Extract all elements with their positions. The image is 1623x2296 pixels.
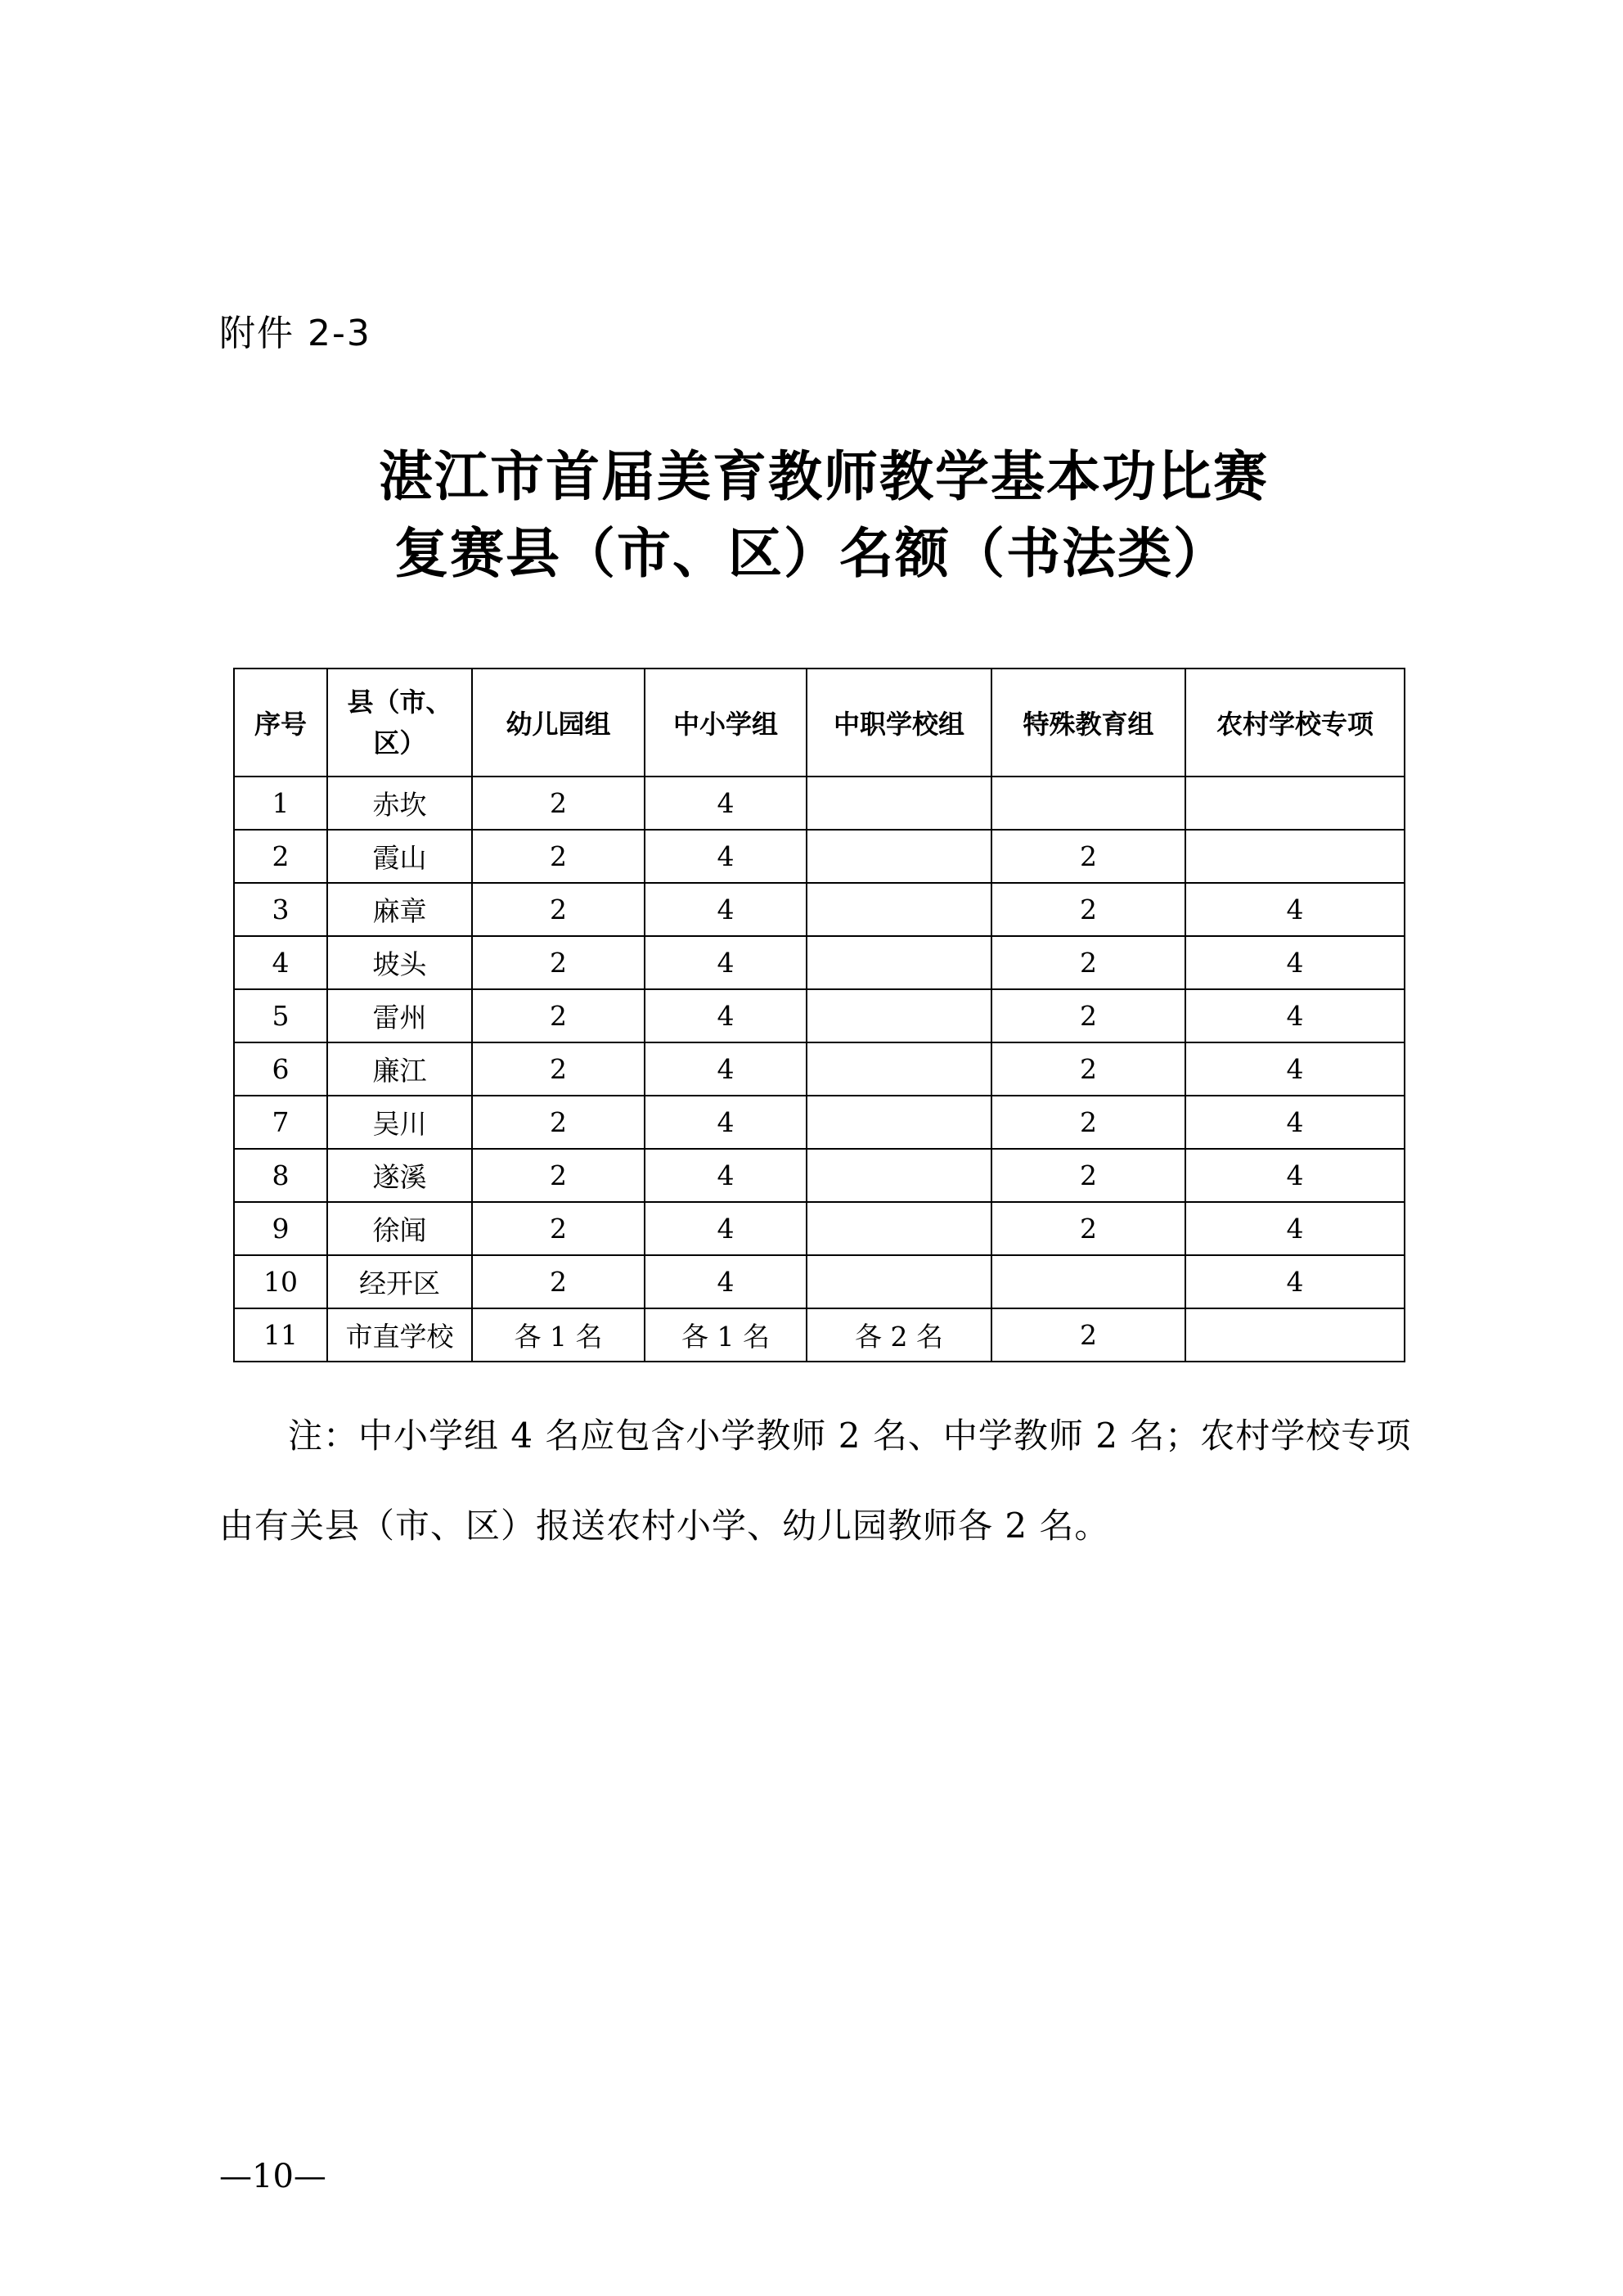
cell-kindergarten: 2 xyxy=(472,1149,645,1202)
table-row xyxy=(234,777,1405,830)
cell-vocational xyxy=(807,1042,991,1096)
header-vocational: 中职学校组 xyxy=(807,669,991,777)
cell-rural-school: 4 xyxy=(1185,1255,1405,1308)
table-row xyxy=(234,989,1405,1042)
table-row xyxy=(234,1149,1405,1202)
cell-rural-school: 4 xyxy=(1185,883,1405,936)
cell-primary-secondary: 4 xyxy=(645,989,807,1042)
cell-special-education: 2 xyxy=(991,883,1185,936)
cell-rural-school xyxy=(1185,830,1405,883)
cell-county: 雷州 xyxy=(327,989,472,1042)
cell-vocational xyxy=(807,1255,991,1308)
cell-serial: 4 xyxy=(234,936,327,989)
cell-serial: 9 xyxy=(234,1202,327,1255)
cell-primary-secondary: 4 xyxy=(645,830,807,883)
cell-serial: 10 xyxy=(234,1255,327,1308)
cell-kindergarten: 2 xyxy=(472,777,645,830)
cell-serial: 3 xyxy=(234,883,327,936)
cell-rural-school: 4 xyxy=(1185,1042,1405,1096)
table-note: 注：中小学组 4 名应包含小学教师 2 名、中学教师 2 名；农村学校专项由有关县（市、区）报送农村小学、幼儿园教师各 2 名。 xyxy=(219,1416,1412,1546)
cell-rural-school: 4 xyxy=(1185,1096,1405,1149)
cell-vocational xyxy=(807,1096,991,1149)
cell-primary-secondary: 4 xyxy=(645,883,807,936)
cell-vocational xyxy=(807,989,991,1042)
cell-serial: 6 xyxy=(234,1042,327,1096)
cell-primary-secondary: 各 1 名 xyxy=(645,1308,807,1362)
header-rural-school: 农村学校专项 xyxy=(1185,669,1405,777)
cell-kindergarten: 2 xyxy=(472,1096,645,1149)
cell-vocational: 各 2 名 xyxy=(807,1308,991,1362)
cell-primary-secondary: 4 xyxy=(645,1096,807,1149)
cell-county: 麻章 xyxy=(327,883,472,936)
cell-serial: 7 xyxy=(234,1096,327,1149)
cell-kindergarten: 2 xyxy=(472,1202,645,1255)
cell-special-education: 2 xyxy=(991,1042,1185,1096)
cell-special-education: 2 xyxy=(991,989,1185,1042)
cell-serial: 2 xyxy=(234,830,327,883)
cell-rural-school: 4 xyxy=(1185,989,1405,1042)
cell-serial: 11 xyxy=(234,1308,327,1362)
quota-table xyxy=(233,668,1405,1362)
cell-county: 廉江 xyxy=(327,1042,472,1096)
cell-vocational xyxy=(807,777,991,830)
table-row xyxy=(234,1202,1405,1255)
document-title-line-2: 复赛县（市、区）名额（书法类） xyxy=(394,521,1229,585)
table-row xyxy=(234,936,1405,989)
cell-special-education: 2 xyxy=(991,1202,1185,1255)
cell-rural-school: 4 xyxy=(1185,936,1405,989)
cell-county: 经开区 xyxy=(327,1255,472,1308)
cell-special-education: 2 xyxy=(991,1096,1185,1149)
table-row xyxy=(234,830,1405,883)
cell-kindergarten: 2 xyxy=(472,936,645,989)
cell-county: 市直学校 xyxy=(327,1308,472,1362)
header-kindergarten: 幼儿园组 xyxy=(472,669,645,777)
cell-vocational xyxy=(807,1202,991,1255)
cell-primary-secondary: 4 xyxy=(645,1042,807,1096)
header-serial: 序号 xyxy=(234,669,327,777)
cell-rural-school xyxy=(1185,777,1405,830)
attachment-label: 附件 2-3 xyxy=(219,313,371,354)
cell-serial: 8 xyxy=(234,1149,327,1202)
cell-special-education: 2 xyxy=(991,830,1185,883)
table-row xyxy=(234,1308,1405,1362)
table-row xyxy=(234,1255,1405,1308)
cell-vocational xyxy=(807,936,991,989)
table-row xyxy=(234,1096,1405,1149)
cell-kindergarten: 2 xyxy=(472,830,645,883)
table-row xyxy=(234,1042,1405,1096)
cell-rural-school: 4 xyxy=(1185,1149,1405,1202)
cell-kindergarten: 2 xyxy=(472,1255,645,1308)
table-header-row xyxy=(234,669,1405,777)
cell-county: 坡头 xyxy=(327,936,472,989)
cell-serial: 5 xyxy=(234,989,327,1042)
cell-serial: 1 xyxy=(234,777,327,830)
table-row xyxy=(234,883,1405,936)
document-title-line-1: 湛江市首届美育教师教学基本功比赛 xyxy=(379,444,1269,508)
cell-county: 霞山 xyxy=(327,830,472,883)
cell-rural-school xyxy=(1185,1308,1405,1362)
cell-vocational xyxy=(807,830,991,883)
cell-primary-secondary: 4 xyxy=(645,1255,807,1308)
cell-kindergarten: 2 xyxy=(472,989,645,1042)
header-primary-secondary: 中小学组 xyxy=(645,669,807,777)
cell-rural-school: 4 xyxy=(1185,1202,1405,1255)
header-special-education: 特殊教育组 xyxy=(991,669,1185,777)
cell-special-education xyxy=(991,777,1185,830)
cell-county: 赤坎 xyxy=(327,777,472,830)
cell-kindergarten: 2 xyxy=(472,1042,645,1096)
cell-primary-secondary: 4 xyxy=(645,777,807,830)
cell-vocational xyxy=(807,1149,991,1202)
cell-special-education: 2 xyxy=(991,1308,1185,1362)
cell-vocational xyxy=(807,883,991,936)
cell-primary-secondary: 4 xyxy=(645,1149,807,1202)
cell-special-education: 2 xyxy=(991,936,1185,989)
cell-county: 遂溪 xyxy=(327,1149,472,1202)
cell-special-education: 2 xyxy=(991,1149,1185,1202)
page-number: —10— xyxy=(219,2158,326,2195)
cell-kindergarten: 各 1 名 xyxy=(472,1308,645,1362)
cell-county: 徐闻 xyxy=(327,1202,472,1255)
cell-kindergarten: 2 xyxy=(472,883,645,936)
cell-primary-secondary: 4 xyxy=(645,936,807,989)
cell-county: 吴川 xyxy=(327,1096,472,1149)
header-county: 县（市、区） xyxy=(327,669,472,777)
cell-special-education xyxy=(991,1255,1185,1308)
cell-primary-secondary: 4 xyxy=(645,1202,807,1255)
